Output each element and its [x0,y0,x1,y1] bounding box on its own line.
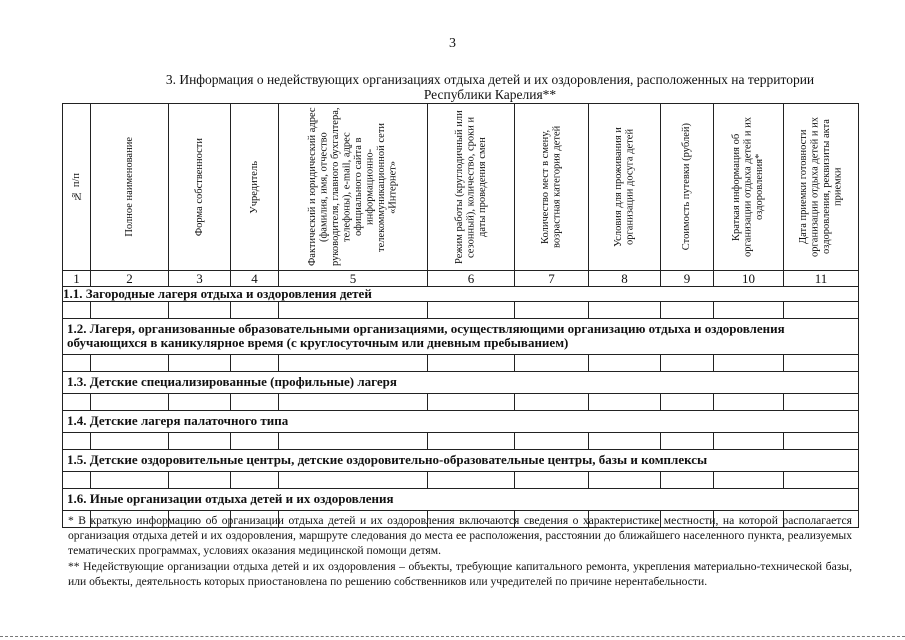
header-full-name: Полное наименование [123,137,135,237]
empty-row [63,472,859,489]
column-number-row [63,271,859,287]
header-cell [589,104,661,271]
empty-row [63,355,859,372]
header-no: № п/п [70,173,82,201]
footnote-1: * В краткую информацию об организации отдыха детей и их оздоровления включаются сведения о характеристике местности, на которой располагается организация отдыха детей и их оздоровления, маршруте следования до места ее расположения, расстоянии до ближайшего населенного пункта, реализуемых тематических программах, условиях оказания медицинской помощи детям. [68,514,852,558]
header-brief-info: Краткая информация об организации отдыха детей и их оздоровления* [731,117,766,257]
header-founder: Учредитель [248,160,260,214]
column-number: 9 [661,271,714,287]
organizations-table [62,103,859,528]
column-number: 2 [91,271,169,287]
header-address: Фактический и юридический адрес (фамилия, имя, отчество руководителя, главного бухгалтера, телефоны), e-mail, адрес официального сайта в информационно-телекоммуникационной сети «Интернет» [307,107,399,267]
column-number: 11 [784,271,859,287]
header-cell [784,104,859,271]
section-title: 1.1. Загородные лагеря отдыха и оздоровления детей [63,287,859,302]
page-number: 3 [449,36,456,51]
header-acceptance-date: Дата приемки готовности организации отдыха детей и их оздоровления, реквизиты акта приемки [798,117,844,257]
header-cost: Стоимость путевки (рублей) [681,123,693,251]
header-cell [714,104,784,271]
column-number: 8 [589,271,661,287]
header-cell [661,104,714,271]
document-title [120,72,860,102]
scan-edge-line [0,636,905,638]
section-row [63,287,859,302]
section-row [63,411,859,433]
header-ownership: Форма собственности [193,137,205,237]
column-number: 4 [231,271,279,287]
header-cell [91,104,169,271]
column-number: 6 [428,271,515,287]
header-cell [515,104,589,271]
column-number: 3 [169,271,231,287]
column-number: 1 [63,271,91,287]
title-line-1: 3. Информация о недействующих организациях отдыха детей и их оздоровления, расположенных на территории [165,72,815,87]
column-number: 10 [714,271,784,287]
header-cell [231,104,279,271]
footnotes [68,513,852,589]
header-cell [169,104,231,271]
section-row [63,489,859,511]
header-work-mode: Режим работы (круглодичный или сезонный), количество, сроки и даты проведения смен [453,110,488,264]
footnote-2: ** Недействующие организации отдыха детей и их оздоровления – объекты, требующие капитального ремонта, укрепления материально-технической базы, или объекты, деятельность которых приостановлена по решению собственников или учредителей по причине нерентабельности. [68,559,852,588]
section-title: 1.4. Детские лагеря палаточного типа [63,411,859,433]
header-cell [279,104,428,271]
header-row [63,104,859,271]
title-line-2: Республики Карелия** [423,87,557,102]
empty-row [63,302,859,319]
column-number: 7 [515,271,589,287]
section-title: 1.2. Лагеря, организованные образовательными организациями, осуществляющими организацию отдыха и оздоровления обучающихся в каникулярное время (с круглосуточным или дневным пребыванием) [63,319,859,355]
section-title: 1.5. Детские оздоровительные центры, детские оздоровительно-образовательные центры, базы и комплексы [63,450,859,472]
header-cell [63,104,91,271]
empty-row [63,394,859,411]
section-row [63,450,859,472]
header-cell [428,104,515,271]
section-row [63,372,859,394]
empty-row [63,433,859,450]
section-title: 1.6. Иные организации отдыха детей и их оздоровления [63,489,859,511]
header-places: Количество мест в смену, возрастная категория детей [540,125,563,249]
column-number: 5 [279,271,428,287]
section-title: 1.3. Детские специализированные (профильные) лагеря [63,372,859,394]
header-conditions: Условия для проживания и организации досуга детей [613,127,636,247]
section-row [63,319,859,355]
